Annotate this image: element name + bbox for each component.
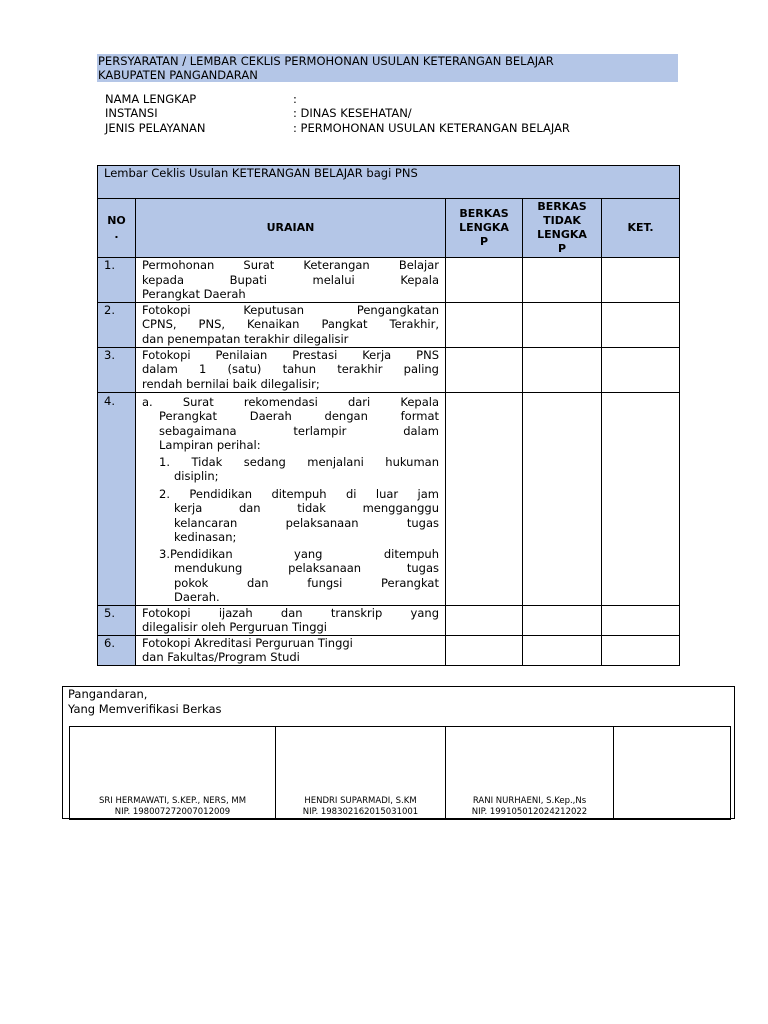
header-text: LENGKA <box>459 221 509 234</box>
info-value: : DINAS KESEHATAN/ <box>293 106 412 120</box>
header-text: NO <box>107 214 126 227</box>
document-header <box>97 54 678 82</box>
check-cell-tidak-lengkap[interactable] <box>523 258 602 303</box>
row-description <box>136 302 446 347</box>
check-cell-ket[interactable] <box>602 605 680 635</box>
column-header-ket: KET. <box>602 199 680 258</box>
row-text: rendah bernilai baik dilegalisir; <box>142 376 320 391</box>
signature-table <box>69 726 731 820</box>
column-header-berkas-lengkap <box>446 199 523 258</box>
header-text: BERKAS <box>537 200 587 213</box>
row-text: Fotokopi Keputusan Pengangkatan <box>142 302 439 317</box>
verification-title: Yang Memverifikasi Berkas <box>68 701 222 716</box>
table-row <box>98 392 680 605</box>
check-cell-tidak-lengkap[interactable] <box>523 347 602 392</box>
check-cell-lengkap[interactable] <box>446 392 523 605</box>
checklist-table <box>97 165 680 666</box>
check-cell-lengkap[interactable] <box>446 605 523 635</box>
row-number: 5. <box>98 605 136 635</box>
row-text: dilegalisir oleh Perguruan Tinggi <box>142 620 327 634</box>
signature-cell-empty[interactable] <box>614 727 731 820</box>
row-text: Daerah. <box>174 590 220 604</box>
signer-name: SRI HERMAWATI, S.KEP., NERS, MM <box>98 796 247 806</box>
row-text: 1. Tidak sedang menjalani hukuman <box>159 454 439 469</box>
signer-nip: NIP. 198302162015031001 <box>302 807 419 817</box>
row-text: Fotokopi Akreditasi Perguruan Tinggi <box>142 635 353 650</box>
signer-name: HENDRI SUPARMADI, S.KM <box>304 796 417 806</box>
table-row <box>98 302 680 347</box>
signature-cell[interactable] <box>70 727 276 820</box>
row-number: 1. <box>98 258 136 303</box>
column-header-no <box>98 199 136 258</box>
row-text: kedinasan; <box>174 530 237 544</box>
row-text: a. Surat rekomendasi dari Kepala <box>142 394 439 409</box>
check-cell-tidak-lengkap[interactable] <box>523 635 602 665</box>
check-cell-ket[interactable] <box>602 302 680 347</box>
row-text: 2. Pendidikan ditempuh di luar jam <box>159 486 439 501</box>
header-text: LENGKA <box>537 228 587 241</box>
check-cell-ket[interactable] <box>602 347 680 392</box>
check-cell-tidak-lengkap[interactable] <box>523 392 602 605</box>
header-title: PERSYARATAN / LEMBAR CEKLIS PERMOHONAN USULAN KETERANGAN BELAJAR <box>98 54 554 68</box>
row-text: Perangkat Daerah dengan format <box>159 409 439 423</box>
row-text: Perangkat Daerah <box>142 287 246 301</box>
row-description <box>136 347 446 392</box>
row-number: 6. <box>98 635 136 665</box>
row-text: kelancaran pelaksanaan tugas <box>174 515 439 530</box>
row-description <box>136 605 446 635</box>
table-title: Lembar Ceklis Usulan KETERANGAN BELAJAR bagi PNS <box>98 166 680 199</box>
signature-cell[interactable] <box>446 727 614 820</box>
column-header-uraian: URAIAN <box>136 199 446 258</box>
row-text: Permohonan Surat Keterangan Belajar <box>142 258 439 272</box>
column-header-berkas-tidak-lengkap <box>523 199 602 258</box>
row-description <box>136 258 446 303</box>
table-row <box>98 605 680 635</box>
row-text: sebagaimana terlampir dalam <box>159 423 439 438</box>
header-text: P <box>557 242 567 255</box>
row-text: mendukung pelaksanaan tugas <box>174 561 439 575</box>
row-number: 3. <box>98 347 136 392</box>
check-cell-tidak-lengkap[interactable] <box>523 302 602 347</box>
info-value: : PERMOHONAN USULAN KETERANGAN BELAJAR <box>293 121 570 135</box>
signer-name: RANI NURHAENI, S.Kep.,Ns <box>472 796 587 806</box>
row-text: dan Fakultas/Program Studi <box>142 650 300 664</box>
verification-heading <box>68 687 222 716</box>
row-number: 4. <box>98 392 136 605</box>
header-text: . <box>114 228 119 241</box>
signature-cell[interactable] <box>276 727 446 820</box>
header-region: KABUPATEN PANGANDARAN <box>98 68 258 82</box>
info-label: JENIS PELAYANAN <box>105 121 206 135</box>
table-row <box>98 258 680 303</box>
row-text: kerja dan tidak mengganggu <box>174 501 439 515</box>
header-text: BERKAS <box>459 207 509 220</box>
row-description <box>136 635 446 665</box>
row-text: disiplin; <box>174 469 219 483</box>
row-text: dalam 1 (satu) tahun terakhir paling <box>142 362 439 376</box>
row-text: Fotokopi ijazah dan transkrip yang <box>142 605 439 620</box>
check-cell-lengkap[interactable] <box>446 302 523 347</box>
row-number: 2. <box>98 302 136 347</box>
info-value: : <box>293 92 297 106</box>
table-row <box>98 347 680 392</box>
check-cell-tidak-lengkap[interactable] <box>523 605 602 635</box>
check-cell-lengkap[interactable] <box>446 258 523 303</box>
check-cell-ket[interactable] <box>602 635 680 665</box>
header-text: TIDAK <box>543 214 581 227</box>
row-text: 3.Pendidikan yang ditempuh <box>159 546 439 561</box>
signer-nip: NIP. 198007272007012009 <box>114 807 231 817</box>
verification-place: Pangandaran, <box>68 687 148 701</box>
header-text: P <box>479 235 489 248</box>
row-text: Fotokopi Penilaian Prestasi Kerja PNS <box>142 347 439 362</box>
row-text: CPNS, PNS, Kenaikan Pangkat Terakhir, <box>142 317 439 331</box>
check-cell-ket[interactable] <box>602 258 680 303</box>
check-cell-lengkap[interactable] <box>446 347 523 392</box>
info-label: NAMA LENGKAP <box>105 92 197 106</box>
row-text: dan penempatan terakhir dilegalisir <box>142 331 349 346</box>
row-text: Lampiran perihal: <box>159 438 261 452</box>
check-cell-lengkap[interactable] <box>446 635 523 665</box>
check-cell-ket[interactable] <box>602 392 680 605</box>
signer-nip: NIP. 199105012024212022 <box>471 807 588 817</box>
table-row <box>98 635 680 665</box>
row-description <box>136 392 446 605</box>
row-text: pokok dan fungsi Perangkat <box>174 575 439 590</box>
info-label: INSTANSI <box>105 106 158 120</box>
row-text: kepada Bupati melalui Kepala <box>142 272 439 287</box>
